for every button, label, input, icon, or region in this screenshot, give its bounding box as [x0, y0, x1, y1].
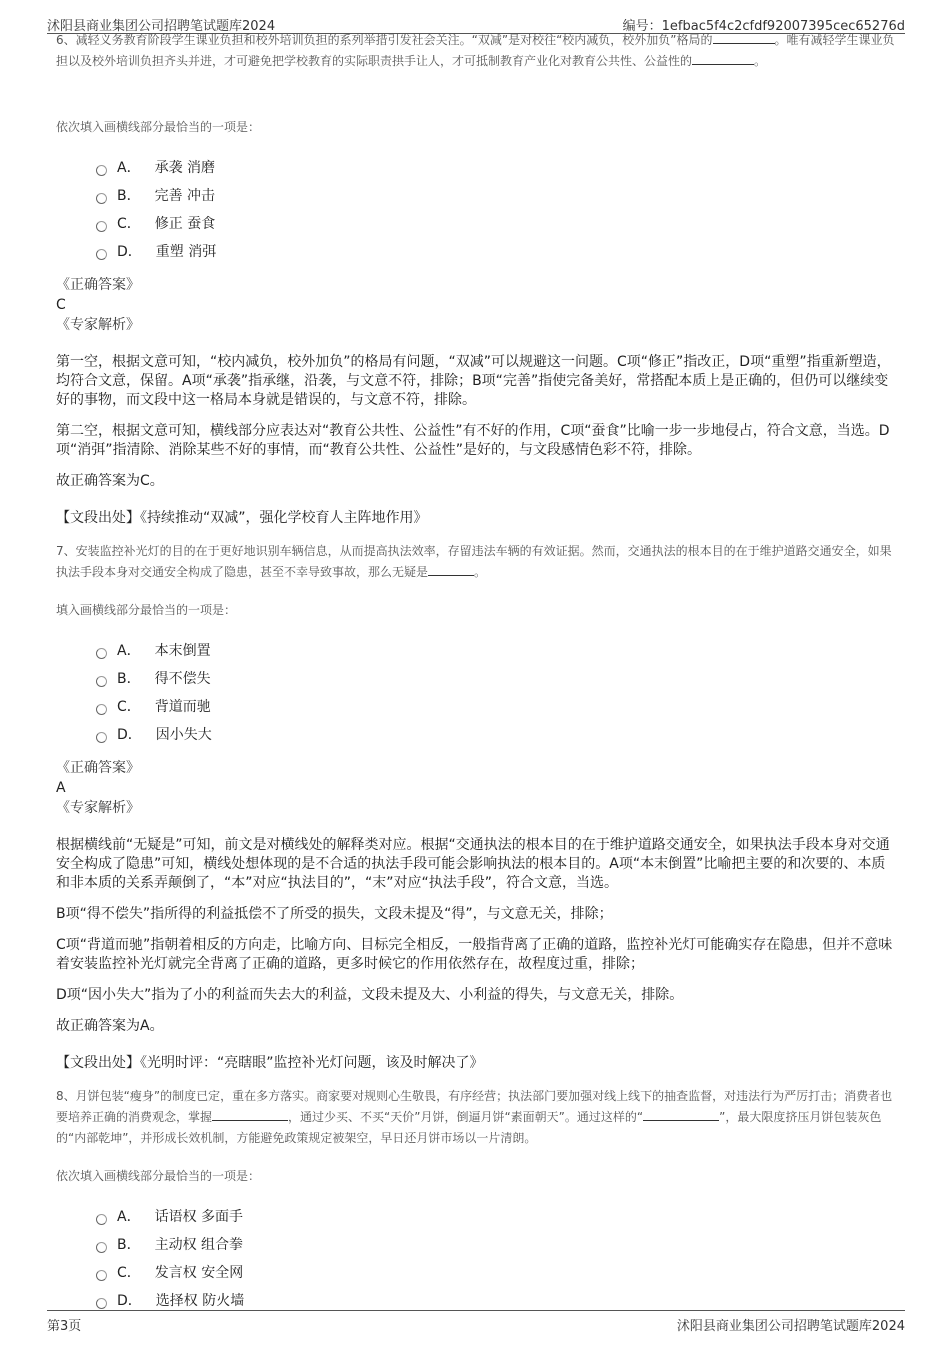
option-text: 因小失大: [155, 727, 212, 743]
option-text: 修正 蚕食: [154, 216, 216, 232]
options-list: [96, 1202, 896, 1314]
option-c[interactable]: [96, 692, 896, 720]
analysis-label: 《专家解析》: [56, 317, 140, 333]
option-letter: B．: [117, 188, 141, 204]
question-prompt: 依次填入画横线部分最恰当的一项是：: [56, 120, 261, 134]
option-text: 承袭 消磨: [154, 160, 216, 176]
option-letter: C．: [117, 216, 141, 232]
option-letter: A．: [117, 160, 141, 176]
radio-icon[interactable]: [96, 193, 107, 204]
page-footer: [47, 1310, 905, 1334]
radio-icon[interactable]: [96, 1242, 107, 1253]
option-letter: A．: [117, 643, 141, 659]
radio-icon[interactable]: [96, 249, 107, 260]
question-text-part: 。: [754, 54, 767, 68]
answer-blank: [212, 1107, 288, 1121]
radio-icon[interactable]: [96, 648, 107, 659]
radio-icon[interactable]: [96, 1298, 107, 1309]
header-title: 沭阳县商业集团公司招聘笔试题库2024: [47, 19, 276, 34]
answer-label: 《正确答案》: [56, 760, 140, 776]
option-b[interactable]: [96, 664, 896, 692]
option-text: 背道而驰: [154, 699, 211, 715]
question-8: [56, 1086, 896, 1314]
question-text-part: ”，最大限度挤压月饼包装灰色的“内部乾坤”，并形成长效机制，方能避免政策规定被架空，早日还月饼市场以一片清朗。: [56, 1110, 882, 1145]
option-text: 选择权 防火墙: [155, 1293, 245, 1309]
option-a[interactable]: [96, 153, 896, 181]
options-list: [96, 636, 896, 748]
option-letter: D．: [117, 1293, 142, 1309]
answer-blank: [428, 562, 474, 576]
question-text-part: 8、月饼包装“瘦身”的制度已定，重在多方落实。商家要对规则心生敬畏，有序经营；执法部门要加强对线上线下的抽查监督，对违法行为严厉打击；消费者也要培养正确的消费观念，掌握: [56, 1089, 893, 1124]
page-number: 第3页: [47, 1319, 82, 1334]
option-text: 得不偿失: [154, 671, 211, 687]
option-text: 完善 冲击: [154, 188, 216, 204]
option-c[interactable]: [96, 1258, 896, 1286]
option-letter: C．: [117, 699, 141, 715]
analysis-paragraph: D项“因小失大”指为了小的利益而失去大的利益，文段未提及大、小利益的得失，与文意无关，排除。: [56, 987, 684, 1003]
analysis-paragraph: 故正确答案为C。: [56, 473, 164, 489]
option-c[interactable]: [96, 209, 896, 237]
analysis-paragraph: 第二空，根据文意可知，横线部分应表达对“教育公共性、公益性”有不好的作用，C项“蚕食”比喻一步一步地侵占，符合文意，当选。D项“消弭”指清除、消除某些不好的事情，而“教育公共性、公益性”是好的，与文段感情色彩不符，排除。: [56, 423, 890, 458]
radio-icon[interactable]: [96, 165, 107, 176]
option-a[interactable]: [96, 636, 896, 664]
option-letter: D．: [117, 244, 142, 260]
question-6: [56, 30, 896, 527]
radio-icon[interactable]: [96, 704, 107, 715]
answer-value: C: [56, 297, 66, 313]
source-citation: 【文段出处】《持续推动“双减”，强化学校育人主阵地作用》: [56, 510, 428, 526]
question-prompt: 依次填入画横线部分最恰当的一项是：: [56, 1169, 261, 1183]
option-text: 重塑 消弭: [155, 244, 217, 260]
option-d[interactable]: [96, 237, 896, 265]
analysis-body: [56, 353, 896, 491]
answer-blank: [692, 51, 754, 65]
answer-blank: [643, 1107, 719, 1121]
option-d[interactable]: [96, 720, 896, 748]
question-text: [56, 1086, 896, 1149]
question-text-part: 6、减轻义务教育阶段学生课业负担和校外培训负担的系列举措引发社会关注。“双减”是对校往“校内减负，校外加负”格局的: [56, 33, 713, 47]
question-text-part: ，通过少买、不买“天价”月饼，倒逼月饼“素面朝天”。通过这样的“: [288, 1110, 644, 1124]
question-7: [56, 541, 896, 1072]
radio-icon[interactable]: [96, 221, 107, 232]
radio-icon[interactable]: [96, 1214, 107, 1225]
option-b[interactable]: [96, 1230, 896, 1258]
option-text: 主动权 组合拳: [154, 1237, 244, 1253]
analysis-paragraph: C项“背道而驰”指朝着相反的方向走，比喻方向、目标完全相反，一般指背离了正确的道路，监控补光灯可能确实存在隐患，但并不意味着安装监控补光灯就完全背离了正确的道路，更多时候它的作用依然存在，故程度过重，排除；: [56, 937, 893, 972]
header-doc-id: 编号：1efbac5f4c2cfdf92007395cec65276d: [622, 19, 905, 34]
question-text-part: 7、安装监控补光灯的目的在于更好地识别车辆信息，从而提高执法效率，存留违法车辆的有效证据。然而，交通执法的根本目的在于维护道路交通安全，如果执法手段本身对交通安全构成了隐患，甚至不幸导致事故，那么无疑是: [56, 544, 892, 579]
analysis-body: [56, 836, 896, 1036]
analysis-label: 《专家解析》: [56, 800, 140, 816]
main-content: [56, 30, 896, 1314]
radio-icon[interactable]: [96, 732, 107, 743]
analysis-paragraph: 根据横线前“无疑是”可知，前文是对横线处的解释类对应。根据“交通执法的根本目的在于维护道路交通安全，如果执法手段本身对交通安全构成了隐患”可知，横线处想体现的是不合适的执法手段可能会影响执法的根本目的。A项“本末倒置”比喻把主要的和次要的、本质和非本质的关系弄颠倒了，“本”对应“执法目的”，“末”对应“执法手段”，符合文意，当选。: [56, 837, 890, 891]
radio-icon[interactable]: [96, 676, 107, 687]
option-letter: B．: [117, 1237, 141, 1253]
option-a[interactable]: [96, 1202, 896, 1230]
option-letter: D．: [117, 727, 142, 743]
radio-icon[interactable]: [96, 1270, 107, 1281]
question-text: [56, 30, 896, 100]
answer-label: 《正确答案》: [56, 277, 140, 293]
analysis-paragraph: B项“得不偿失”指所得的利益抵偿不了所受的损失，文段未提及“得”，与文意无关，排除；: [56, 906, 613, 922]
option-letter: C．: [117, 1265, 141, 1281]
question-text-part: 。: [474, 565, 487, 579]
answer-blank: [713, 30, 775, 44]
source-citation: 【文段出处】《光明时评：“亮瞎眼”监控补光灯问题，该及时解决了》: [56, 1055, 484, 1071]
analysis-paragraph: 第一空，根据文意可知，“校内减负，校外加负”的格局有问题，“双减”可以规避这一问题。C项“修正”指改正，D项“重塑”指重新塑造，均符合文意，保留。A项“承袭”指承继，沿袭，与文意不符，排除；B项“完善”指使完备美好，常搭配本质上是正确的，但仍可以继续变好的事物，而文段中这一格局本身就是错误的，与文意不符，排除。: [56, 354, 891, 408]
footer-title: 沭阳县商业集团公司招聘笔试题库2024: [676, 1319, 905, 1334]
question-text: [56, 541, 896, 583]
options-list: [96, 153, 896, 265]
question-text-part: 。唯有减轻学生课业负担以及校外培训负担齐头并进，才可避免把学校教育的实际职责拱手让人，才可抵制教育产业化对教育公共性、公益性的: [56, 33, 895, 68]
option-text: 发言权 安全网: [154, 1265, 244, 1281]
option-text: 话语权 多面手: [154, 1209, 244, 1225]
option-letter: A．: [117, 1209, 141, 1225]
question-prompt: 填入画横线部分最恰当的一项是：: [56, 603, 237, 617]
analysis-paragraph: 故正确答案为A。: [56, 1018, 164, 1034]
option-b[interactable]: [96, 181, 896, 209]
option-letter: B．: [117, 671, 141, 687]
option-text: 本末倒置: [154, 643, 211, 659]
answer-value: A: [56, 780, 66, 796]
